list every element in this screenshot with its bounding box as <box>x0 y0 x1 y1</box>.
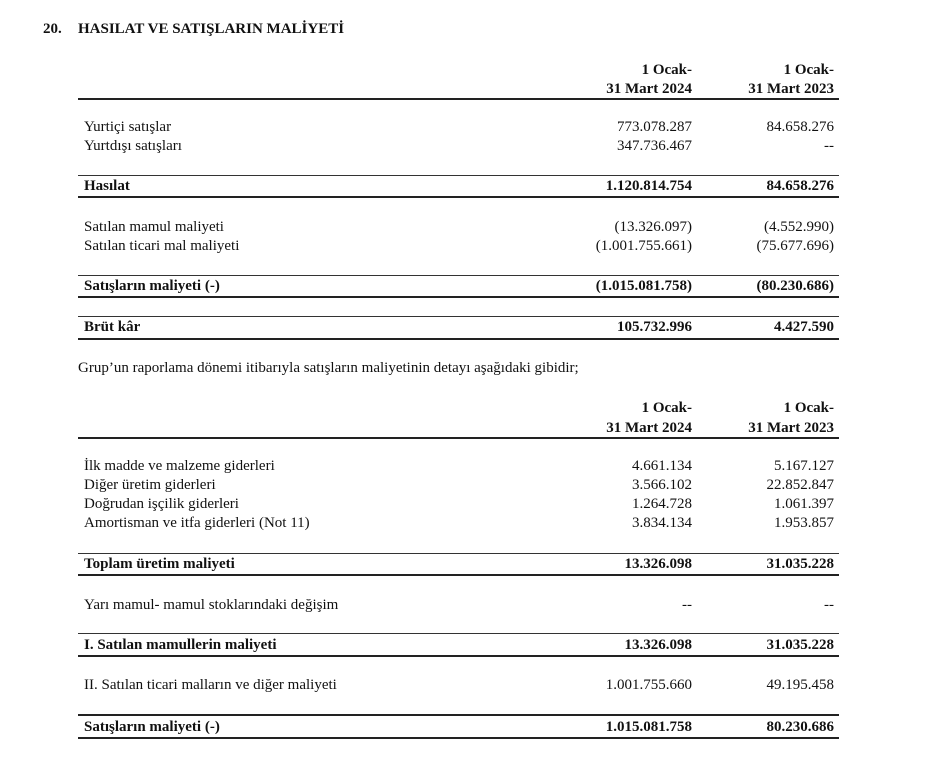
row-value-2024: 1.001.755.660 <box>605 677 692 693</box>
row-label: Diğer üretim giderleri <box>84 477 216 493</box>
row-divider <box>78 737 839 739</box>
row-value-2023: 4.427.590 <box>774 319 834 335</box>
row-label: Brüt kâr <box>84 319 141 335</box>
row-divider <box>78 338 839 340</box>
col1-header-line2: 31 Mart 2024 <box>606 420 692 436</box>
row-value-2024: 3.566.102 <box>632 477 692 493</box>
row-value-2024: 1.015.081.758 <box>605 719 692 735</box>
col2-header-line2: 31 Mart 2023 <box>748 81 834 97</box>
col1-header-line1: 1 Ocak- <box>641 400 692 416</box>
row-label: I. Satılan mamullerin maliyeti <box>84 637 277 653</box>
row-label: İlk madde ve malzeme giderleri <box>84 458 275 474</box>
col2-header-line2: 31 Mart 2023 <box>748 420 834 436</box>
row-value-2023: -- <box>824 597 834 613</box>
row-value-2024: 13.326.098 <box>624 556 692 572</box>
row-divider <box>78 633 839 634</box>
row-value-2024: 3.834.134 <box>632 515 692 531</box>
row-label: Satışların maliyeti (-) <box>84 719 220 735</box>
row-value-2023: (4.552.990) <box>764 219 834 235</box>
row-label: Hasılat <box>84 178 130 194</box>
section-number: 20. <box>43 21 62 37</box>
row-value-2023: 31.035.228 <box>766 637 834 653</box>
row-label: Amortisman ve itfa giderleri (Not 11) <box>84 515 310 531</box>
row-divider <box>78 655 839 657</box>
row-value-2023: 80.230.686 <box>766 719 834 735</box>
row-value-2023: 5.167.127 <box>774 458 834 474</box>
row-value-2023: (75.677.696) <box>756 238 834 254</box>
row-label: Doğrudan işçilik giderleri <box>84 496 239 512</box>
section-title: HASILAT VE SATIŞLARIN MALİYETİ <box>78 21 345 37</box>
row-divider <box>78 574 839 576</box>
row-value-2024: 1.120.814.754 <box>605 178 692 194</box>
row-value-2024: 4.661.134 <box>632 458 692 474</box>
row-value-2023: 1.953.857 <box>774 515 834 531</box>
row-value-2024: 1.264.728 <box>632 496 692 512</box>
row-divider <box>78 553 839 554</box>
row-divider <box>78 714 839 716</box>
row-value-2023: 49.195.458 <box>766 677 834 693</box>
row-label: Satılan mamul maliyeti <box>84 219 224 235</box>
header-divider <box>78 98 839 100</box>
col2-header-line1: 1 Ocak- <box>783 400 834 416</box>
col2-header-line1: 1 Ocak- <box>783 62 834 78</box>
col1-header-line1: 1 Ocak- <box>641 62 692 78</box>
row-value-2024: 105.732.996 <box>617 319 692 335</box>
intro-paragraph: Grup’un raporlama dönemi itibarıyla satışların maliyetinin detayı aşağıdaki gibidir; <box>78 360 579 376</box>
row-value-2023: -- <box>824 138 834 154</box>
row-label: Toplam üretim maliyeti <box>84 556 235 572</box>
row-value-2024: (13.326.097) <box>614 219 692 235</box>
row-value-2023: (80.230.686) <box>756 278 834 294</box>
row-divider <box>78 175 839 176</box>
row-value-2024: (1.015.081.758) <box>595 278 692 294</box>
row-label: Satışların maliyeti (-) <box>84 278 220 294</box>
col1-header-line2: 31 Mart 2024 <box>606 81 692 97</box>
row-label: II. Satılan ticari malların ve diğer maliyeti <box>84 677 337 693</box>
row-label: Yurtdışı satışları <box>84 138 182 154</box>
row-label: Satılan ticari mal maliyeti <box>84 238 240 254</box>
row-value-2023: 84.658.276 <box>766 178 834 194</box>
row-value-2023: 22.852.847 <box>766 477 834 493</box>
row-divider <box>78 296 839 298</box>
row-label: Yarı mamul- mamul stoklarındaki değişim <box>84 597 339 613</box>
row-value-2024: (1.001.755.661) <box>595 238 692 254</box>
header-divider <box>78 437 839 439</box>
row-divider <box>78 196 839 198</box>
row-value-2024: 773.078.287 <box>617 119 692 135</box>
row-value-2024: 347.736.467 <box>617 138 692 154</box>
row-value-2024: -- <box>682 597 692 613</box>
row-label: Yurtiçi satışlar <box>84 119 172 135</box>
row-divider <box>78 275 839 276</box>
row-divider <box>78 316 839 317</box>
row-value-2023: 1.061.397 <box>774 496 834 512</box>
row-value-2024: 13.326.098 <box>624 637 692 653</box>
row-value-2023: 84.658.276 <box>766 119 834 135</box>
row-value-2023: 31.035.228 <box>766 556 834 572</box>
